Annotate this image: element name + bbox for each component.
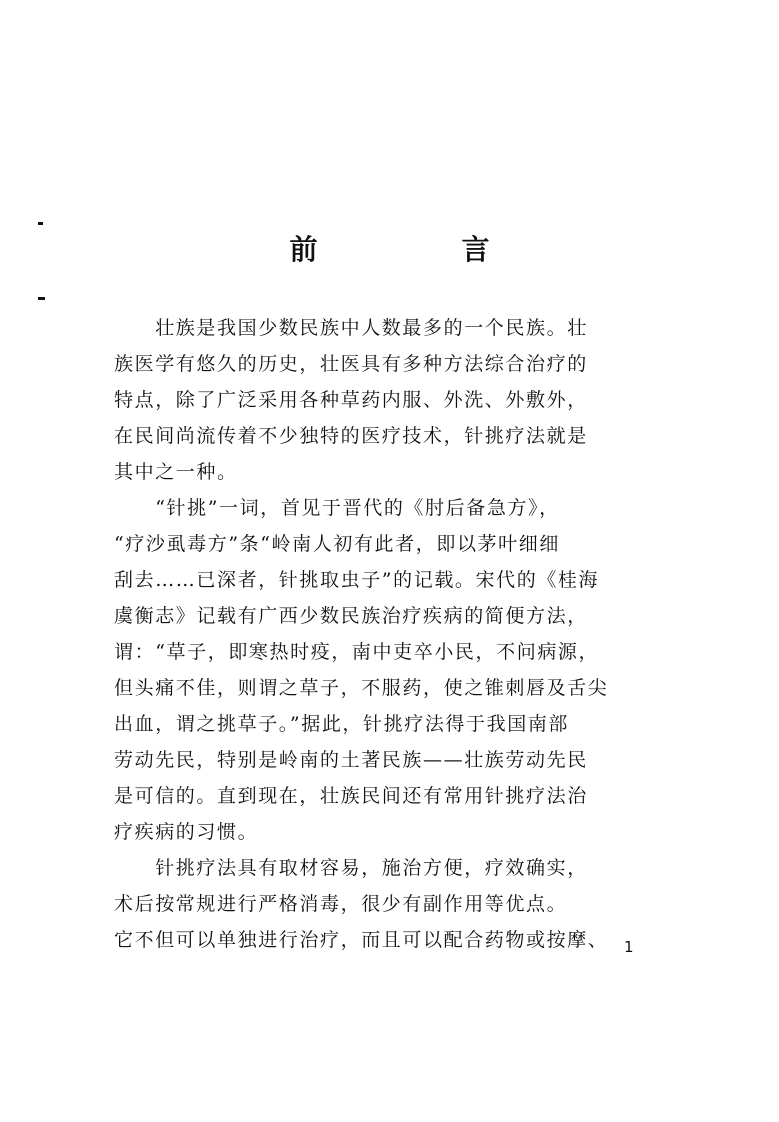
- text-line: 针挑疗法具有取材容易，施治方便，疗效确实，: [114, 857, 588, 879]
- text-line: 刮去……已深者，针挑取虫子”的记载。宋代的《桂海: [114, 569, 600, 591]
- text-line: 出血，谓之挑草子。”据此，针挑疗法得于我国南部: [114, 713, 570, 735]
- body-text: [114, 310, 662, 958]
- text-line: “针挑”一词，首见于晋代的《肘后备急方》，: [114, 497, 560, 519]
- text-line: 特点，除了广泛采用各种草药内服、外洗、外敷外，: [114, 389, 588, 411]
- text-line: 疗疾病的习惯。: [114, 821, 259, 843]
- page-number: 1: [624, 938, 634, 956]
- page-title: 前 言: [289, 233, 548, 266]
- text-line: 族医学有悠久的历史，壮医具有多种方法综合治疗的: [114, 353, 588, 375]
- text-line: 壮族是我国少数民族中人数最多的一个民族。壮: [114, 317, 588, 339]
- text-line: 它不但可以单独进行治疗，而且可以配合药物或按摩、: [114, 929, 609, 951]
- text-line: 劳动先民，特别是岭南的土著民族——壮族劳动先民: [114, 749, 588, 771]
- text-line: 但头痛不佳，则谓之草子，不服药，使之锥刺唇及舌尖: [114, 677, 609, 699]
- margin-mark: [38, 297, 45, 300]
- text-line: 在民间尚流传着不少独特的医疗技术，针挑疗法就是: [114, 425, 588, 447]
- margin-mark: [38, 222, 43, 225]
- text-line: 谓：“草子，即寒热时疫，南中吏卒小民，不问病源，: [114, 641, 600, 663]
- text-line: 术后按常规进行严格消毒，很少有副作用等优点。: [114, 893, 568, 915]
- text-line: 虞衡志》记载有广西少数民族治疗疾病的简便方法，: [114, 605, 588, 627]
- text-line: “疗沙虱毒方”条“岭南人初有此者，即以茅叶细细: [114, 533, 560, 555]
- text-line: 其中之一种。: [114, 461, 238, 483]
- text-line: 是可信的。直到现在，壮族民间还有常用针挑疗法治: [114, 785, 588, 807]
